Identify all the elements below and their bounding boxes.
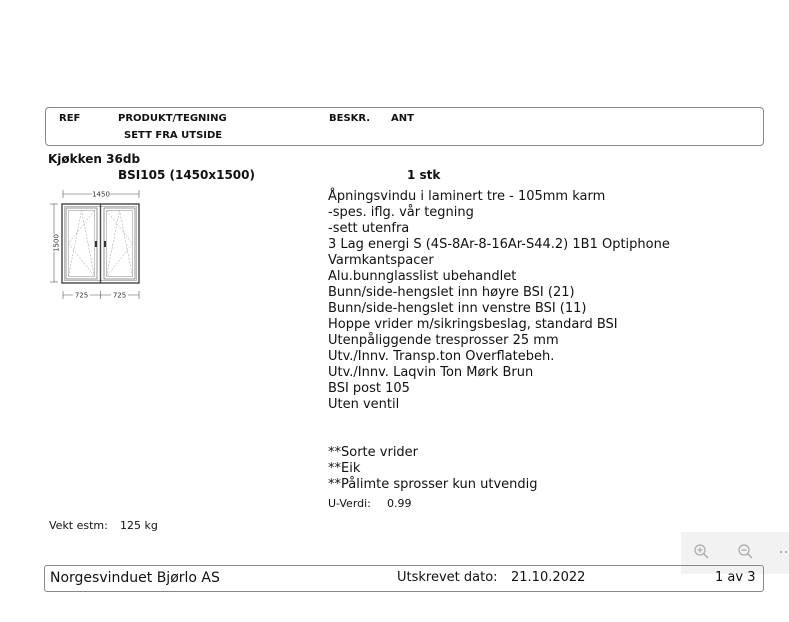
print-date: 21.10.2022 [511, 570, 586, 585]
company-name: Norgesvinduet Bjørlo AS [50, 570, 220, 586]
width-label: 1450 [92, 190, 110, 199]
header-ref: REF [59, 113, 81, 124]
description-line: -sett utenfra [328, 221, 410, 236]
description-line: Utenpåliggende tresprosser 25 mm [328, 333, 559, 348]
more-icon[interactable] [777, 542, 789, 562]
u-value-label: U-Verdi: [328, 497, 371, 510]
weight-label: Vekt estm: [49, 519, 108, 532]
date-label: Utskrevet dato: [397, 570, 498, 585]
note-line: **Pålimte sprosser kun utvendig [328, 477, 538, 492]
left-sash-label: 725 [74, 291, 89, 300]
description-block [328, 189, 670, 493]
description-line: -spes. iflg. vår tegning [328, 205, 474, 220]
header-quantity: ANT [391, 113, 414, 124]
description-line: Åpningsvindu i laminert tre - 105mm karm [328, 189, 606, 204]
header-view-note: SETT FRA UTSIDE [124, 130, 223, 141]
right-sash-label: 725 [112, 291, 127, 300]
section-title: Kjøkken 36db [48, 152, 141, 166]
description-line: Uten ventil [328, 397, 400, 412]
page-indicator: 1 av 3 [715, 570, 756, 585]
header-description: BESKR. [329, 113, 371, 124]
description-line: Utv./Innv. Transp.ton Overflatebeh. [328, 349, 555, 364]
u-value: 0.99 [387, 497, 412, 510]
description-line: BSI post 105 [328, 381, 410, 396]
window-drawing [46, 186, 146, 302]
zoom-out-icon[interactable] [736, 542, 756, 562]
zoom-in-icon[interactable] [692, 542, 712, 562]
description-line: 3 Lag energi S (4S-8Ar-8-16Ar-S44.2) 1B1 Optiphone [328, 237, 670, 252]
height-label: 1500 [52, 234, 61, 252]
header-product: PRODUKT/TEGNING [118, 113, 227, 124]
description-line: Bunn/side-hengslet inn høyre BSI (21) [328, 285, 575, 300]
description-line: Utv./Innv. Laqvin Ton Mørk Brun [328, 365, 534, 380]
description-line: Varmkantspacer [328, 253, 434, 268]
product-code: BSI105 (1450x1500) [118, 168, 255, 182]
note-line: **Eik [328, 461, 361, 476]
product-quantity: 1 stk [407, 168, 441, 182]
description-line: Alu.bunnglasslist ubehandlet [328, 269, 517, 284]
description-line: Bunn/side-hengslet inn venstre BSI (11) [328, 301, 587, 316]
weight-value: 125 kg [120, 519, 158, 532]
note-line: **Sorte vrider [328, 445, 419, 460]
description-line: Hoppe vrider m/sikringsbeslag, standard BSI [328, 317, 618, 332]
